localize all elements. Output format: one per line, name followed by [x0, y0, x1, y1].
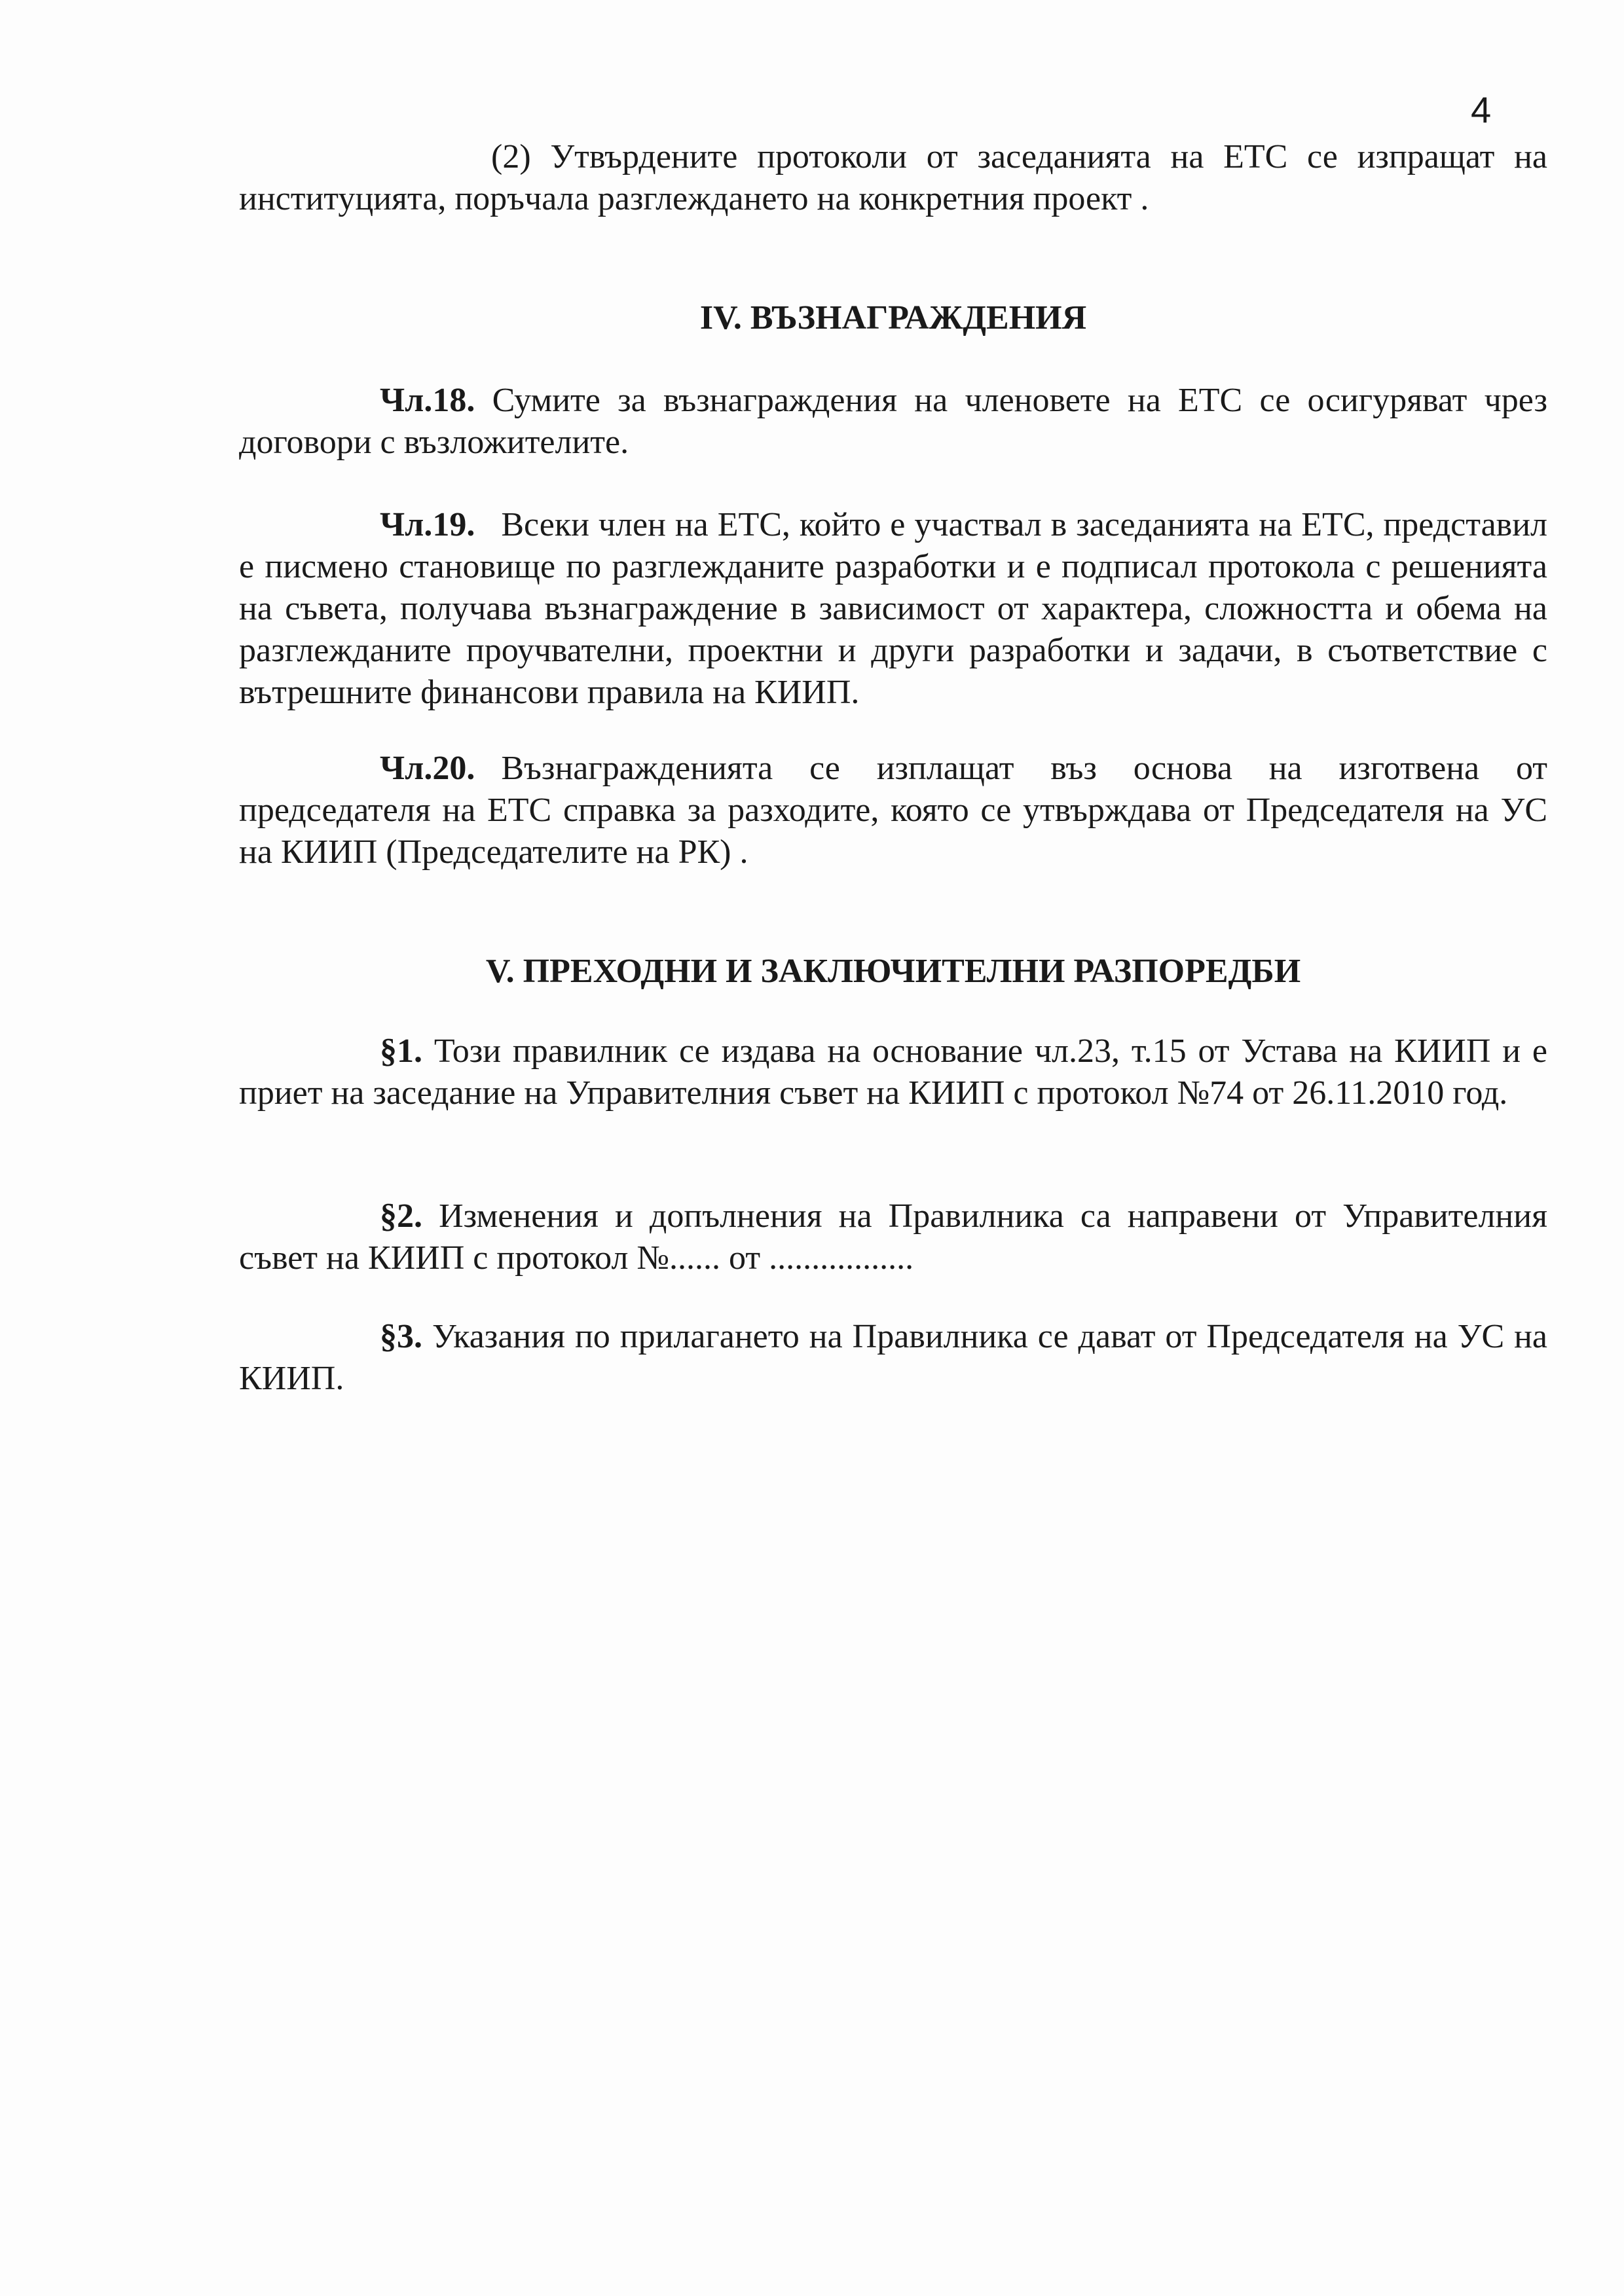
paragraph-2: [239, 1195, 1547, 1279]
paragraph-2-text: Изменения и допълнения на Правилника са направени от Управителния съвет на КИИП с протокол №...... от .................: [239, 1197, 1547, 1277]
paragraph-2-label: §2.: [380, 1197, 422, 1235]
section-4-heading: IV. ВЪЗНАГРАЖДЕНИЯ: [699, 299, 1087, 337]
article-20: [239, 748, 1547, 873]
paragraph-3: [239, 1316, 1547, 1400]
article-18-label: Чл.18.: [380, 382, 475, 419]
article-18: [239, 380, 1547, 464]
article-19-label: Чл.19.: [380, 506, 475, 543]
paragraph-3-label: §3.: [380, 1318, 422, 1355]
article-20-text: Възнагражденията се изплащат въз основа на изготвена от председателя на ЕТС справка за разходите, която се утвърждава от Председателя на УС на КИИП (Председателите на РК) .: [239, 750, 1547, 871]
article-20-label: Чл.20.: [380, 750, 475, 787]
intro-paragraph: [239, 136, 1547, 220]
page-number: 4: [1471, 89, 1492, 130]
article-19: [239, 504, 1547, 714]
article-19-text: Всеки член на ЕТС, който е участвал в заседанията на ЕТС, представил е писмено становище по разглежданите разработки и е подписал протокола с решенията на съвета, получава възнаграждение в зависимост от характера, сложността и обема на разглежданите проучвателни, проектни и други разработки и задачи, в съответствие с вътрешните финансови правила на КИИП.: [239, 506, 1547, 711]
paragraph-1-text: Този правилник се издава на основание чл.23, т.15 от Устава на КИИП и е приет на заседание на Управителния съвет на КИИП с протокол №74 от 26.11.2010 год.: [239, 1032, 1547, 1112]
article-18-text: Сумите за възнаграждения на членовете на ЕТС се осигуряват чрез договори с възложителите.: [239, 382, 1547, 461]
paragraph-1-label: §1.: [380, 1032, 422, 1070]
paragraph-1: [239, 1030, 1547, 1114]
section-5-heading: V. ПРЕХОДНИ И ЗАКЛЮЧИТЕЛНИ РАЗПОРЕДБИ: [485, 953, 1301, 990]
intro-paragraph-text: (2) Утвърдените протоколи от заседанията на ЕТС се изпращат на институцията, поръчала разглеждането на конкретния проект .: [239, 138, 1547, 217]
paragraph-3-text: Указания по прилагането на Правилника се дават от Председателя на УС на КИИП.: [239, 1318, 1548, 1397]
